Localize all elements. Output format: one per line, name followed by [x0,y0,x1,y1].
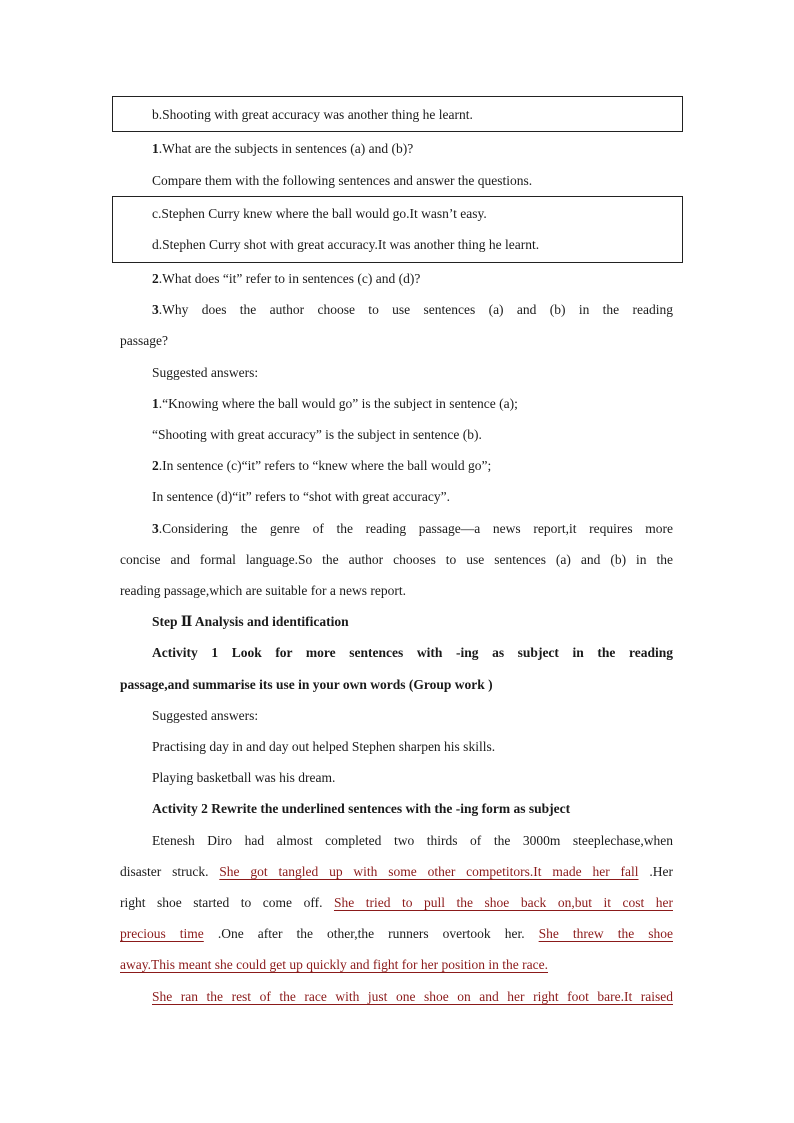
answer-2-line2: In sentence (d)“it” refers to “shot with great accuracy”. [152,489,450,504]
example-sentence-1: Practising day in and day out helped Stephen sharpen his skills. [152,739,496,754]
question-1: 1.What are the subjects in sentences (a) and (b)? [152,141,414,156]
question-3-line2: passage? [120,333,168,348]
compare-instruction: Compare them with the following sentences and answer the questions. [152,173,533,188]
passage-line-5 [120,956,548,974]
underlined-sentence-4: She ran the rest of the race with just one shoe on and her right foot bare.It raised [152,989,673,1004]
sentence-c: c.Stephen Curry knew where the ball would go.It wasn’t easy. [152,206,487,221]
passage-line-3: right shoe started to come off. She tried to pull the shoe back on,but it cost her [120,895,673,910]
answer-2-line1: 2.In sentence (c)“it” refers to “knew where the ball would go”; [152,458,492,473]
activity-1-line1: Activity 1 Look for more sentences with -ing as subject in the reading [152,645,673,660]
underlined-sentence-3-end: away.This meant she could get up quickly and fight for her position in the race. [120,957,549,972]
suggested-answers-heading-2: Suggested answers: [152,708,259,723]
passage-line-6 [152,988,673,1006]
activity-1-line2: passage,and summarise its use in your own words (Group work ) [120,677,493,692]
example-sentence-2: Playing basketball was his dream. [152,770,336,785]
step-2-heading: Step Ⅱ Analysis and identification [152,614,349,629]
underlined-sentence-3: She threw the shoe [538,926,673,941]
passage-line-1: Etenesh Diro had almost completed two thirds of the 3000m steeplechase,when [152,833,673,848]
passage-line-2: disaster struck. She got tangled up with some other competitors.It made her fall .Her [120,864,673,879]
question-2: 2.What does “it” refer to in sentences (c) and (d)? [152,271,421,286]
passage-line-4: precious time .One after the other,the runners overtook her. She threw the shoe [120,926,673,941]
answer-3-line1: 3.Considering the genre of the reading passage—a news report,it requires more [152,521,673,536]
answer-3-line3: reading passage,which are suitable for a news report. [120,583,407,598]
activity-2-heading: Activity 2 Rewrite the underlined sentences with the -ing form as subject [152,801,571,816]
answer-3-line2: concise and formal language.So the author chooses to use sentences (a) and (b) in the [120,552,673,567]
suggested-answers-heading: Suggested answers: [152,365,259,380]
answer-1-line1: 1.“Knowing where the ball would go” is the subject in sentence (a); [152,396,518,411]
underlined-sentence-1: She got tangled up with some other competitors.It made her fall [219,864,639,879]
answer-1-line2: “Shooting with great accuracy” is the subject in sentence (b). [152,427,482,442]
sentence-d: d.Stephen Curry shot with great accuracy.It was another thing he learnt. [152,237,540,252]
underlined-sentence-2: She tried to pull the shoe back on,but it cost her [333,895,673,910]
question-3-line1: 3.Why does the author choose to use sentences (a) and (b) in the reading [152,302,673,317]
underlined-sentence-2-end: precious time [120,926,204,941]
sentence-b: b.Shooting with great accuracy was another thing he learnt. [152,107,473,122]
